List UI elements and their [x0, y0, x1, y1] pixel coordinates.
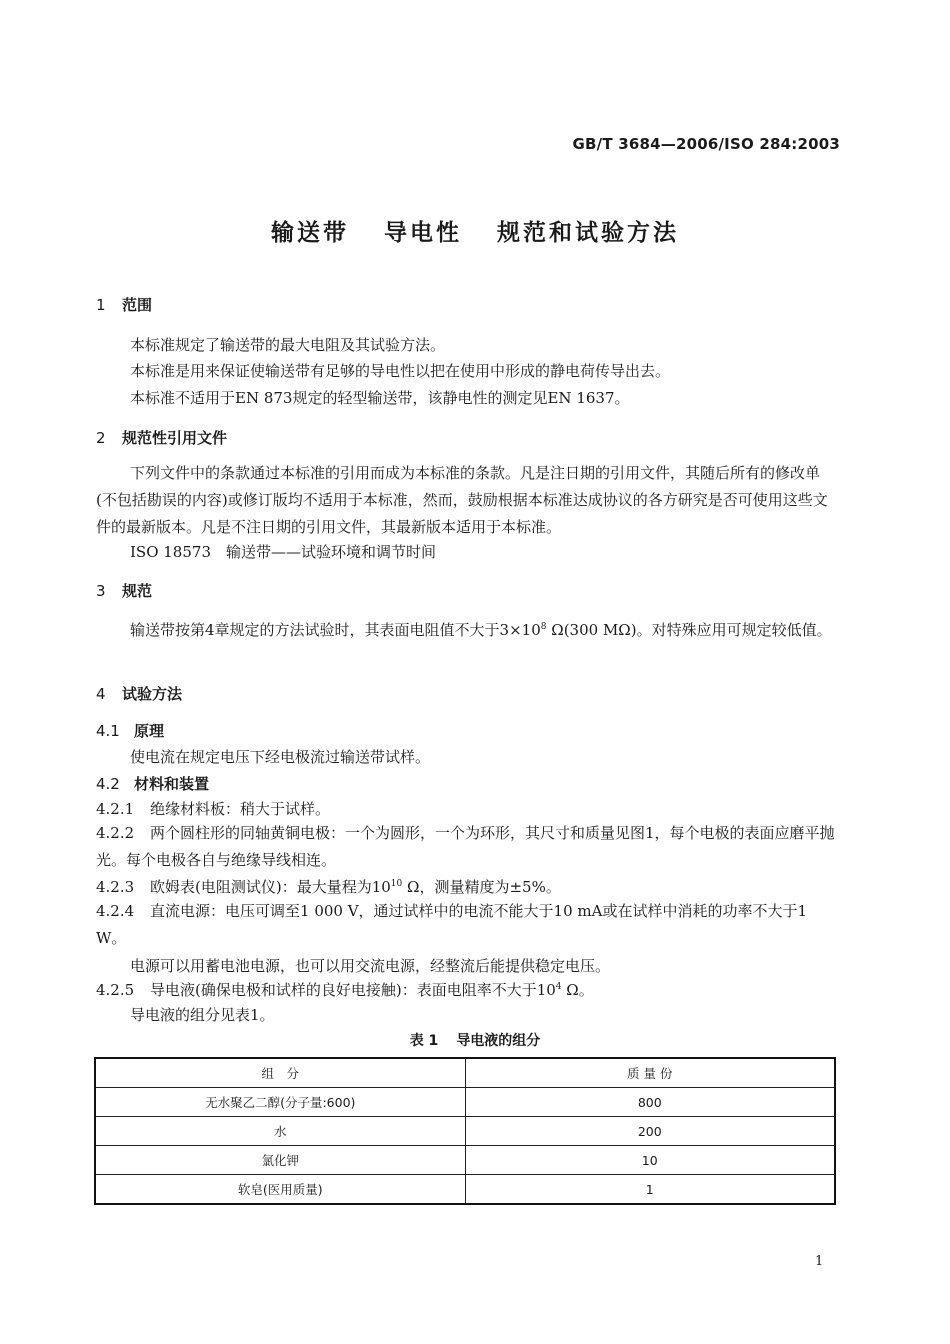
table-row — [95, 1088, 835, 1117]
table-cell: 无水聚乙二醇(分子量:600) — [95, 1088, 465, 1117]
section-2-para-1: 下列文件中的条款通过本标准的引用而成为本标准的条款。凡是注日期的引用文件，其随后所有的修改单(不包括勘误的内容)或修订版均不适用于本标准，然而，鼓励根据本标准达成协议的各方研究是否可使用这些文件的最新版本。凡是不注日期的引用文件，其最新版本适用于本标准。 — [96, 464, 828, 536]
page-number: 1 — [815, 1254, 824, 1269]
table-row — [95, 1175, 835, 1205]
item-4-2-5-para-2: 导电液的组分见表1。 — [130, 1006, 275, 1024]
section-1-heading: 1 范围 — [96, 296, 153, 314]
table-cell: 1 — [465, 1175, 835, 1205]
section-1-para-2: 本标准是用来保证使输送带有足够的导电性以把在使用中形成的静电荷传导出去。 — [130, 362, 671, 380]
standard-number: GB/T 3684—2006/ISO 284:2003 — [572, 135, 840, 153]
table-cell: 800 — [465, 1088, 835, 1117]
table-1-caption: 表 1 导电液的组分 — [409, 1033, 541, 1049]
table-cell: 氯化钾 — [95, 1146, 465, 1175]
item-4-2-4-para-2: 电源可以用蓄电池电源，也可以用交流电源，经整流后能提供稳定电压。 — [130, 957, 611, 975]
section-4-2-heading: 4.2 材料和装置 — [96, 775, 210, 793]
section-2-reference: ISO 18573 输送带——试验环境和调节时间 — [130, 543, 436, 561]
table-row — [95, 1117, 835, 1146]
table-cell: 10 — [465, 1146, 835, 1175]
section-2-heading: 2 规范性引用文件 — [96, 429, 228, 447]
table-cell: 软皂(医用质量) — [95, 1175, 465, 1205]
title-part-2: 导电性 — [384, 220, 462, 246]
section-1-para-3: 本标准不适用于EN 873规定的轻型输送带，该静电性的测定见EN 1637。 — [130, 389, 630, 407]
section-1-para-1: 本标准规定了输送带的最大电阻及其试验方法。 — [130, 336, 446, 354]
document-title — [0, 214, 950, 247]
section-3-para-1: 输送带按第4章规定的方法试验时，其表面电阻值不大于$3\times 10^8$ Ω(300 MΩ)。对特殊应用可规定较低值。 — [130, 621, 832, 639]
table-header-row — [95, 1058, 835, 1088]
title-part-1: 输送带 — [270, 220, 349, 246]
table-cell: 200 — [465, 1117, 835, 1146]
item-4-2-1: 4.2.1 绝缘材料板：稍大于试样。 — [96, 800, 331, 818]
section-3-heading: 3 规范 — [96, 582, 153, 600]
section-4-heading: 4 试验方法 — [96, 685, 183, 703]
table-header-cell: 质 量 份 — [465, 1058, 835, 1088]
title-part-3: 规范和试验方法 — [497, 220, 680, 246]
table-cell: 水 — [95, 1117, 465, 1146]
section-4-1-para: 使电流在规定电压下经电极流过输送带试样。 — [130, 748, 431, 766]
item-4-2-2: 4.2.2 两个圆柱形的同轴黄铜电极：一个为圆形，一个为环形，其尺寸和质量见图1，每个电极的表面应磨平抛光。每个电极各自与绝缘导线相连。 — [96, 824, 835, 869]
item-4-2-5: 4.2.5 导电液(确保电极和试样的良好电接触)：表面电阻率不大于$10^4$ Ω。 — [96, 981, 594, 999]
table-header-cell: 组 分 — [95, 1058, 465, 1088]
item-4-2-4: 4.2.4 直流电源：电压可调至1 000 V，通过试样中的电流不能大于10 mA或在试样中消耗的功率不大于1 W。 — [96, 902, 808, 947]
table-row — [95, 1146, 835, 1175]
item-4-2-3: 4.2.3 欧姆表(电阻测试仪)：最大量程为$10^{10}$ Ω，测量精度为±5%。 — [96, 878, 561, 896]
table-1 — [94, 1057, 836, 1205]
section-4-1-heading: 4.1 原理 — [96, 722, 165, 740]
